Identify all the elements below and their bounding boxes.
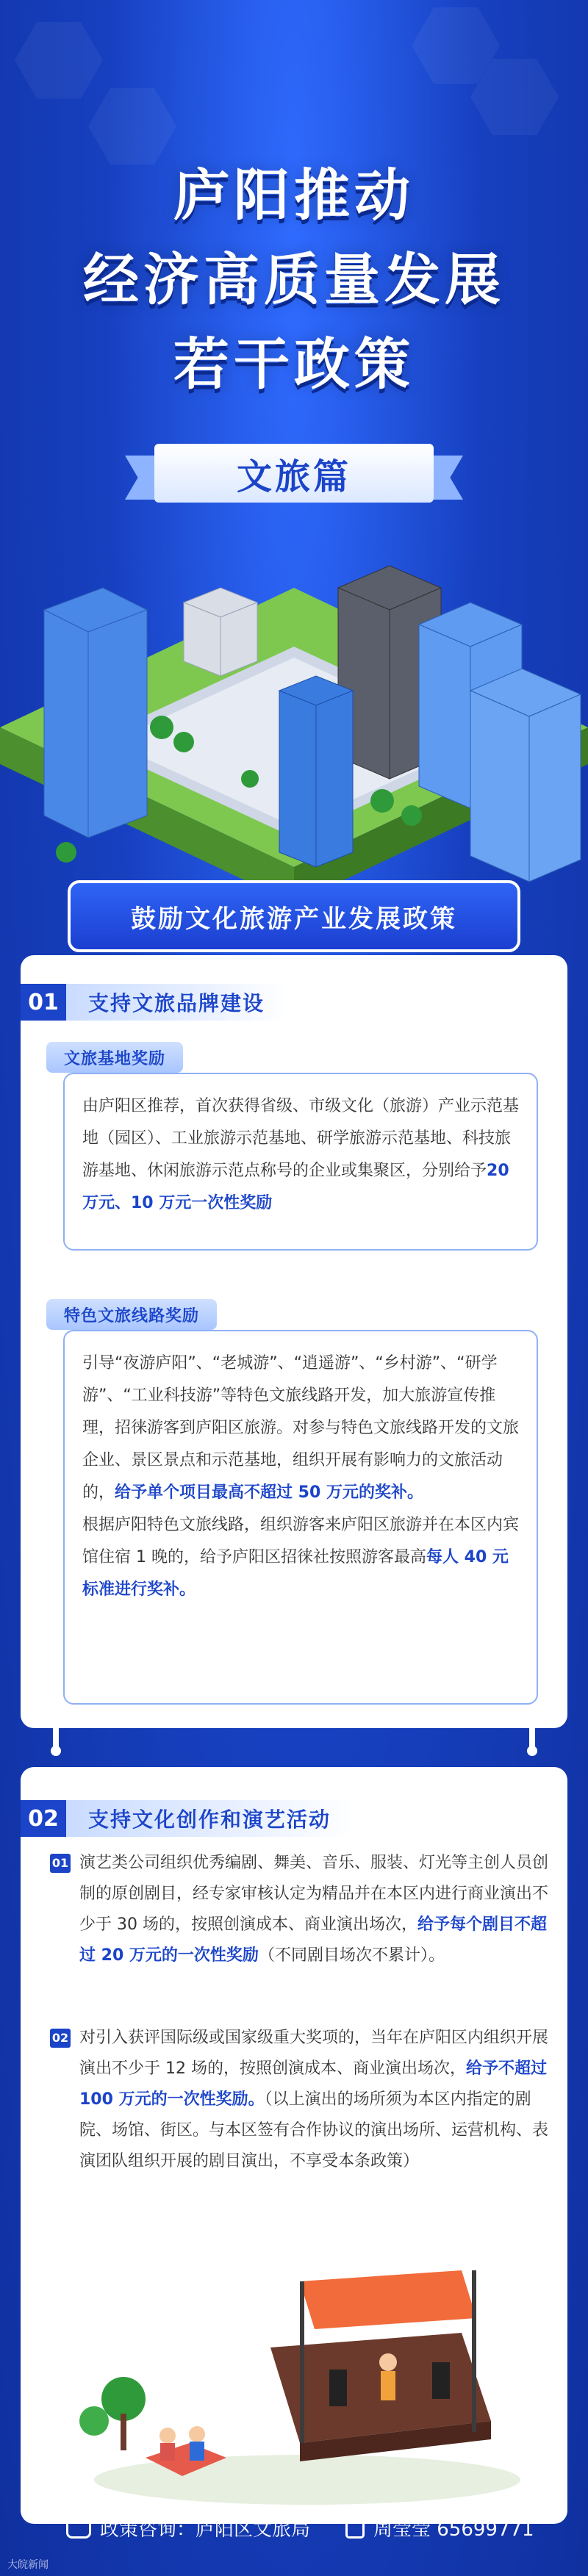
footer [0, 2494, 588, 2561]
item-2-text: 对引入获评国际级或国家级重大奖项的，当年在庐阳区内组织开展演出不少于 12 场的，按照创演成本、商业演出场次， [79, 2029, 549, 2078]
card-connector [529, 1719, 535, 1752]
item-2-note: （以上演出的场所须为本区内指定的剧院、场馆、街区。与本区签有合作协议的演出场所、运营机构、表演团队组织开展的剧目演出，不享受本条政策） [79, 2090, 549, 2170]
tag-route-award: 特色文旅线路奖励 [46, 1299, 217, 1330]
policy-card-1 [21, 955, 567, 1728]
chat-icon [66, 2516, 91, 2539]
title-line-3: 若干政策 [173, 331, 415, 397]
section-2-header [21, 1798, 353, 1839]
tag-base-award: 文旅基地奖励 [46, 1042, 183, 1073]
section-1-title: 支持文旅品牌建设 [66, 984, 287, 1021]
policy-item-1 [50, 1848, 550, 1971]
item-1-number: 01 [50, 1854, 71, 1873]
card-connector [53, 1719, 59, 1752]
section-1-header [21, 982, 287, 1023]
footer-consult-text: 政策咨询：庐阳区文旅局 [100, 2518, 311, 2541]
item-1-note: （不同剧目场次不累计）。 [258, 1946, 445, 1965]
category-ribbon [154, 439, 434, 513]
section-banner: 鼓励文化旅游产业发展政策 [68, 880, 520, 952]
route-award-highlight-1: 给予单个项目最高不超过 50 万元的奖补。 [115, 1483, 423, 1502]
base-award-text: 由庐阳区推荐，首次获得省级、市级文化（旅游）产业示范基地（园区）、工业旅游示范基地、研学旅游示范基地、科技旅游基地、休闲旅游示范点称号的企业或集聚区，分别给予 [82, 1097, 520, 1180]
footer-consult [66, 2514, 310, 2541]
section-2-number: 02 [21, 1800, 66, 1837]
route-award-text-1: 引导“夜游庐阳”、“老城游”、“逍遥游”、“乡村游”、“研学游”、“工业科技游”等特色文旅线路开发，加大旅游宣传推理，招徕游客到庐阳区旅游。对参与特色文旅线路开发的文旅企业、景区景点和示范基地，组织开展有影响力的文旅活动的， [82, 1354, 520, 1502]
item-1-highlight: 给予每个剧目不超过 20 万元的一次性奖励 [79, 1915, 547, 1965]
footer-contact [345, 2514, 534, 2541]
footer-contact-text: 周莹莹 65699771 [373, 2518, 534, 2541]
watermark: 大皖新闻 [7, 2559, 49, 2571]
item-1-text: 演艺类公司组织优秀编剧、舞美、音乐、服装、灯光等主创人员创制的原创剧目，经专家审核认定为精品并在本区内进行商业演出不少于 30 场的，按照创演成本、商业演出场次， [79, 1854, 549, 1934]
item-2-highlight: 给予不超过 100 万元的一次性奖励。 [79, 2059, 547, 2109]
section-2-title: 支持文化创作和演艺活动 [66, 1800, 353, 1837]
base-award-box [63, 1073, 538, 1251]
base-award-highlight: 20 万元、10 万元一次性奖励 [82, 1162, 509, 1212]
title-line-2: 经济高质量发展 [83, 247, 505, 312]
city-illustration [0, 558, 588, 904]
route-award-highlight-2: 每人 40 元标准进行奖补。 [82, 1548, 509, 1599]
title-line-1: 庐阳推动 [173, 162, 415, 228]
item-2-number: 02 [50, 2029, 71, 2048]
performance-illustration [79, 2237, 520, 2509]
ribbon-label: 文旅篇 [154, 444, 434, 503]
policy-card-2 [21, 1767, 567, 2524]
route-award-text-2: 根据庐阳特色文旅线路，组织游客来庐阳区旅游并在本区内宾馆住宿 1 晚的，给予庐阳区招徕社按照游客最高 [82, 1516, 520, 1566]
section-1-number: 01 [21, 984, 66, 1021]
policy-item-2 [50, 2023, 550, 2177]
phone-icon [345, 2516, 365, 2539]
route-award-box [63, 1330, 538, 1705]
